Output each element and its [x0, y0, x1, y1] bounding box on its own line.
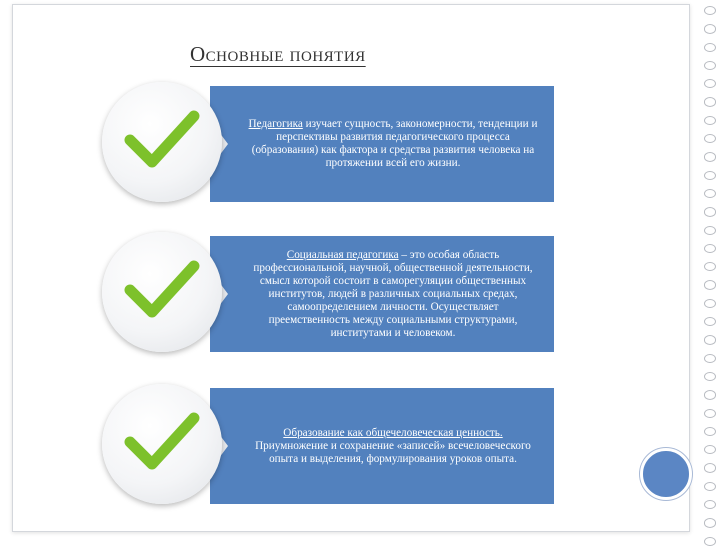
ring: [704, 500, 716, 509]
ring: [704, 79, 716, 88]
concept-box-1: [210, 86, 554, 202]
ring: [704, 116, 716, 125]
ring: [704, 244, 716, 253]
checkmark-icon: [124, 106, 200, 170]
ring: [704, 6, 716, 15]
ring: [704, 354, 716, 363]
ring: [704, 409, 716, 418]
concept-text-1: [248, 118, 538, 170]
concept-description-2: – это особая область профессиональной, научной, общественной деятельности, смысл которой состоит в саморегуляции общественных институтов, людей в различных социальных средах, самоопределением личности. Осуществляет преемственность между социальными структурами, институтами и человеком.: [253, 248, 533, 339]
ring: [704, 134, 716, 143]
check-badge-3: [102, 384, 222, 504]
concept-term-1: Педагогика: [248, 118, 303, 130]
ring: [704, 43, 716, 52]
ring: [704, 427, 716, 436]
ring: [704, 24, 716, 33]
ring: [704, 537, 716, 546]
concept-term-2: Социальная педагогика: [286, 248, 399, 261]
ring: [704, 390, 716, 399]
ring: [704, 97, 716, 106]
ring: [704, 372, 716, 381]
slide-title: Основные понятия: [190, 42, 366, 66]
concept-row-3: [102, 388, 558, 504]
concept-row-1: [102, 86, 558, 202]
ring: [704, 280, 716, 289]
concept-description-3: Приумножение и сохранение «записей» всечеловеческого опыта и выделения, формулирования уроков опыта.: [255, 439, 531, 465]
ring: [704, 335, 716, 344]
ring: [704, 463, 716, 472]
ring: [704, 317, 716, 326]
ring: [704, 226, 716, 235]
concept-box-2: [210, 236, 554, 352]
ring: [704, 152, 716, 161]
concept-description-1: изучает сущность, закономерности, тенденции и перспективы развития педагогического процесса (образования) как фактора и средства развития человека на протяжении всей его жизни.: [251, 118, 538, 169]
check-badge-2: [102, 232, 222, 352]
ring: [704, 518, 716, 527]
ring: [704, 299, 716, 308]
checkmark-icon: [124, 408, 200, 472]
ring: [704, 171, 716, 180]
ring: [704, 482, 716, 491]
ring: [704, 189, 716, 198]
concept-text-2: [248, 249, 538, 340]
ring: [704, 61, 716, 70]
concept-box-3: [210, 388, 554, 504]
ring: [704, 445, 716, 454]
checkmark-icon: [124, 256, 200, 320]
check-badge-1: [102, 82, 222, 202]
concept-term-3: Образование как общечеловеческая ценность.: [283, 426, 503, 439]
concept-row-2: [102, 236, 558, 352]
ring: [704, 207, 716, 216]
ring: [704, 262, 716, 271]
concept-text-3: [248, 427, 538, 466]
decorative-circle: [640, 448, 692, 500]
notebook-rings: [702, 0, 720, 546]
